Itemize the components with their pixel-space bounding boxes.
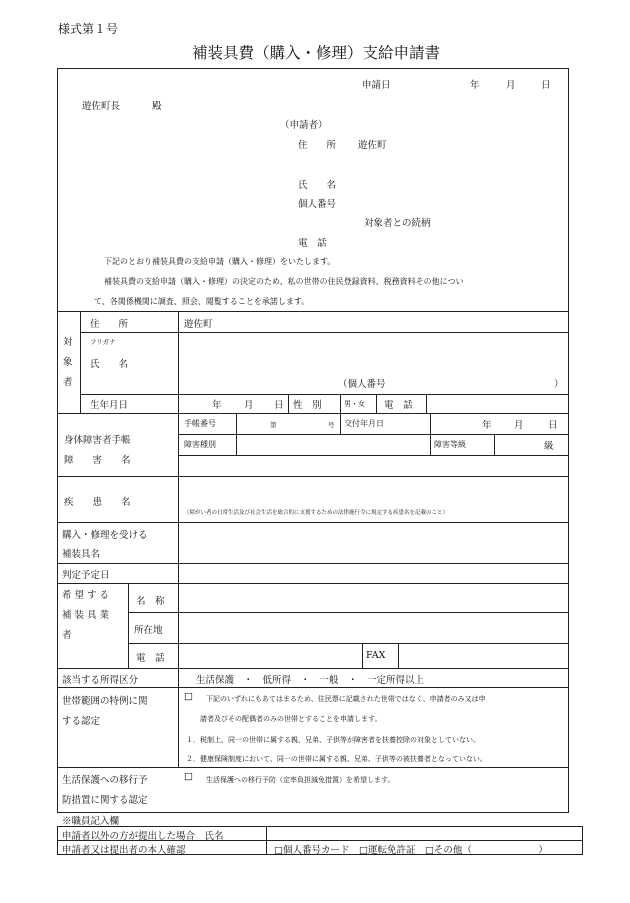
vendor-name-label: 名 称 — [136, 596, 165, 607]
handbook-number-label: 手帳番号 — [184, 419, 216, 428]
application-date-day: 日 — [541, 80, 551, 91]
household-checkbox[interactable]: □ — [184, 691, 193, 702]
subject-sex-options[interactable]: 男・女 — [344, 400, 365, 408]
disability-type-label: 障害種別 — [184, 440, 216, 449]
subject-side-label-2: 象 — [63, 357, 73, 368]
issue-date-year: 年 — [482, 420, 492, 431]
disease-label: 疾 患 名 — [64, 497, 131, 508]
applicant-address-value[interactable]: 遊佐町 — [358, 140, 387, 151]
application-date-year: 年 — [470, 80, 480, 91]
page-title: 補装具費（購入・修理）支給申請書 — [192, 44, 441, 62]
subject-address-label: 住 所 — [90, 319, 129, 330]
vendor-location-label: 所在地 — [134, 625, 163, 636]
subject-phone-label: 電 話 — [384, 400, 413, 411]
subject-sex-label: 性 別 — [293, 400, 322, 411]
subject-name-label: 氏 名 — [90, 359, 129, 370]
applicant-section-label: （申請者） — [280, 120, 328, 131]
applicant-phone-label: 電 話 — [298, 238, 327, 249]
staff-row1-label: 申請者以外の方が提出した場合 氏名 — [62, 831, 224, 842]
device-label-1: 購入・修理を受ける — [62, 530, 148, 541]
issue-date-label: 交付年月日 — [344, 419, 384, 428]
application-date-month: 月 — [506, 80, 516, 91]
subject-side-label-1: 対 — [63, 337, 73, 348]
household-text-1: 下記のいずれにもあてはまるため、住民票に記載された世帯ではなく、申請者のみ又は申 — [206, 695, 486, 703]
disability-grade-suffix: 級 — [544, 441, 554, 452]
subject-dob-year: 年 — [212, 400, 222, 411]
household-label-2: する認定 — [62, 716, 101, 727]
subject-individual-number-label: （個人番号 — [338, 379, 386, 390]
staff-heading: ※職員記入欄 — [62, 816, 120, 827]
household-item-1: １．税制上、同一の世帯に属する親、兄弟、子供等が障害者を扶養控除の対象としていない。 — [186, 736, 480, 744]
vendor-fax-label: FAX — [366, 650, 386, 661]
handbook-number-prefix: 第 — [270, 421, 277, 429]
subject-dob-label: 生年月日 — [90, 400, 129, 411]
vendor-phone-label: 電 話 — [136, 653, 165, 664]
income-options[interactable]: 生活保護 ・ 低所得 ・ 一般 ・ 一定所得以上 — [196, 675, 425, 686]
welfare-label-2: 防措置に関する認定 — [62, 795, 148, 806]
disability-label-2: 障 害 名 — [64, 455, 131, 466]
addressee: 遊佐町長 — [82, 101, 121, 112]
issue-date-day: 日 — [548, 420, 558, 431]
subject-individual-number-close: ） — [554, 379, 564, 390]
statement-line-3: て、各関係機関に調査、照会、閲覧することを承諾します。 — [94, 297, 310, 306]
staff-row2-label: 申請者又は提出者の本人確認 — [62, 845, 186, 856]
applicant-individual-number-label: 個人番号 — [298, 199, 337, 210]
applicant-name-label: 氏 名 — [298, 180, 337, 191]
handbook-number-suffix: 号 — [328, 421, 335, 429]
household-item-2: ２．健康保険制度において、同一の世帯に属する親、兄弟、子供等の被扶養者となっていない。 — [186, 755, 487, 763]
form-number: 様式第１号 — [58, 22, 119, 36]
welfare-checkbox[interactable]: □ — [184, 771, 193, 782]
honorific: 殿 — [152, 101, 162, 112]
applicant-address-label: 住 所 — [298, 140, 337, 151]
vendor-label-2: 補 装 具 業 — [62, 610, 110, 621]
welfare-text: 生活保護への移行予防（定率負担減免措置）を希望します。 — [206, 776, 395, 784]
disability-label-1: 身体障害者手帳 — [64, 435, 131, 446]
disease-note: （障がい者の日常生活及び社会生活を総合的に支援するための法律施行令に規定する疾患名を記載のこと） — [184, 510, 449, 516]
welfare-label-1: 生活保護への移行予 — [62, 775, 148, 786]
applicant-relationship-label: 対象者との続柄 — [364, 218, 431, 229]
subject-side-label-3: 者 — [63, 377, 73, 388]
vendor-label-1: 希 望 す る — [62, 590, 110, 601]
household-text-2: 請者及びその配偶者のみの世帯とすることを申請します。 — [200, 715, 382, 723]
subject-dob-day: 日 — [274, 400, 284, 411]
subject-address-value[interactable]: 遊佐町 — [184, 319, 213, 330]
subject-furigana-label: フリガナ — [90, 338, 116, 346]
income-label: 該当する所得区分 — [62, 675, 139, 686]
application-date-label: 申請日 — [362, 80, 391, 91]
household-label-1: 世帯範囲の特例に関 — [62, 696, 148, 707]
subject-dob-month: 月 — [244, 400, 254, 411]
statement-line-2: 補装具費の支給申請（購入・修理）の決定のため、私の世帯の住民登録資料、税務資料その他につい — [104, 277, 464, 286]
staff-id-options[interactable]: □個人番号カード □運転免許証 □その他（ ） — [274, 845, 548, 856]
statement-line-1: 下記のとおり補装具費の支給申請（購入・修理）をいたします。 — [104, 257, 336, 266]
device-label-2: 補装具名 — [62, 549, 101, 560]
vendor-label-3: 者 — [62, 630, 72, 641]
disability-grade-label: 障害等級 — [434, 440, 466, 449]
judgment-date-label: 判定予定日 — [62, 570, 110, 581]
issue-date-month: 月 — [514, 420, 524, 431]
